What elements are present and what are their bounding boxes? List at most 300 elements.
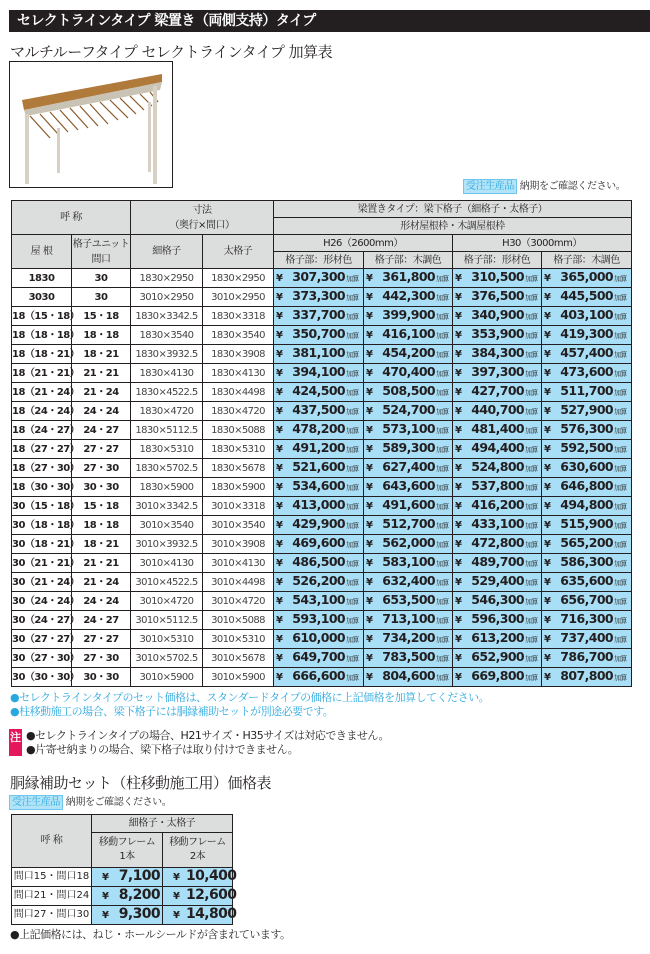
price-cell: [542, 440, 632, 459]
yen-sign: ¥: [276, 634, 283, 645]
price-cell: [453, 573, 542, 592]
roof-size-cell: 18（18・21）: [12, 345, 72, 364]
add-label: 加算: [436, 389, 449, 397]
yen-sign: ¥: [544, 653, 551, 664]
price-cell: [364, 459, 453, 478]
price-cell: [453, 288, 542, 307]
yen-sign: ¥: [544, 634, 551, 645]
thick-dim-cell: 1830×3908: [203, 345, 274, 364]
thick-dim-cell: 1830×3318: [203, 307, 274, 326]
add-label: 加算: [614, 560, 627, 568]
yen-sign: ¥: [366, 387, 373, 398]
roof-size-cell: 18（21・24）: [12, 383, 72, 402]
unit-width-cell: 30: [72, 269, 131, 288]
price-value: 524,800: [471, 459, 525, 474]
thick-dim-cell: 3010×3540: [203, 516, 274, 535]
yen-sign: ¥: [366, 425, 373, 436]
add-label: 加算: [346, 484, 359, 492]
price-cell: [364, 345, 453, 364]
content-flow: [0, 200, 650, 954]
yen-sign: ¥: [366, 615, 373, 626]
add-label: 加算: [525, 484, 538, 492]
yen-sign: ¥: [455, 425, 462, 436]
yen-sign: ¥: [455, 539, 462, 550]
price-value: 593,100: [292, 611, 346, 626]
yen-sign: ¥: [544, 406, 551, 417]
yen-sign: ¥: [544, 615, 551, 626]
yen-sign: ¥: [544, 501, 551, 512]
price-value: 437,500: [292, 402, 346, 417]
price-cell: [453, 459, 542, 478]
price-value: 508,500: [382, 383, 436, 398]
header-dimensions: [131, 201, 274, 235]
price-cell: [274, 383, 364, 402]
price-cell: [453, 535, 542, 554]
add-label: 加算: [525, 313, 538, 321]
price-cell: [274, 269, 364, 288]
price-value: 394,100: [292, 364, 346, 379]
yen-sign: ¥: [544, 330, 551, 341]
thick-dim-cell: 1830×2950: [203, 269, 274, 288]
yen-sign: ¥: [544, 539, 551, 550]
price-value: 515,900: [560, 516, 614, 531]
price-cell: [364, 554, 453, 573]
price-cell: [542, 516, 632, 535]
roof-size-cell: 30（18・18）: [12, 516, 72, 535]
price-cell: [163, 906, 237, 925]
add-label: 加算: [436, 408, 449, 416]
add-label: 加算: [614, 617, 627, 625]
price-value: 373,300: [292, 288, 346, 303]
yen-sign: ¥: [544, 273, 551, 284]
yen-sign: ¥: [366, 292, 373, 303]
yen-sign: ¥: [366, 330, 373, 341]
add-label: 加算: [525, 674, 538, 682]
add-label: 加算: [436, 579, 449, 587]
caution-item-2: ●片寄せ納まりの場合、梁下格子は取り付けできません。: [26, 743, 299, 756]
yen-sign: ¥: [455, 558, 462, 569]
price-cell: [453, 630, 542, 649]
page-subtitle: マルチルーフタイプ セレクトラインタイプ 加算表: [10, 43, 333, 61]
add-label: 加算: [436, 370, 449, 378]
sub-header-frame2-a: 移動フレーム: [169, 837, 226, 848]
price-cell: [274, 516, 364, 535]
add-label: 加算: [436, 560, 449, 568]
price-value: 610,000: [292, 630, 346, 645]
price-cell: [453, 554, 542, 573]
add-label: 加算: [614, 636, 627, 644]
roof-size-cell: 30（27・27）: [12, 630, 72, 649]
yen-sign: ¥: [455, 501, 462, 512]
yen-sign: ¥: [455, 520, 462, 531]
price-cell: [274, 402, 364, 421]
yen-sign: ¥: [366, 672, 373, 683]
yen-sign: ¥: [276, 653, 283, 664]
header-dim-label: 寸法: [192, 204, 212, 216]
table-row: [12, 288, 632, 307]
table-row: [12, 668, 632, 687]
header-unit-label2: 間口: [91, 253, 111, 265]
price-cell: [364, 364, 453, 383]
price-cell: [364, 668, 453, 687]
header-h30: H30（3000mm）: [453, 235, 632, 252]
add-label: 加算: [614, 522, 627, 530]
price-cell: [453, 649, 542, 668]
yen-sign: ¥: [366, 501, 373, 512]
price-value: 807,800: [560, 668, 614, 683]
yen-sign: ¥: [455, 577, 462, 588]
add-label: 加算: [346, 503, 359, 511]
yen-sign: ¥: [544, 311, 551, 322]
price-value: 737,400: [560, 630, 614, 645]
thin-dim-cell: 1830×4130: [131, 364, 203, 383]
sub-header-frame1-b: 1本: [119, 851, 135, 862]
yen-sign: ¥: [455, 615, 462, 626]
thin-dim-cell: 3010×4130: [131, 554, 203, 573]
price-value: 512,700: [382, 516, 436, 531]
add-label: 加算: [436, 484, 449, 492]
made-to-order-badge: 受注生産品: [9, 795, 63, 810]
price-value: 546,300: [471, 592, 525, 607]
price-cell: [453, 478, 542, 497]
price-cell: [274, 345, 364, 364]
price-value: 478,200: [292, 421, 346, 436]
header-col2: 格子部：木調色: [364, 252, 453, 269]
add-label: 加算: [436, 522, 449, 530]
add-label: 加算: [436, 636, 449, 644]
made-to-order-notice: [463, 179, 625, 194]
table-row: [12, 554, 632, 573]
table-row: [12, 478, 632, 497]
table-row: [12, 269, 632, 288]
add-label: 加算: [614, 503, 627, 511]
add-label: 加算: [346, 351, 359, 359]
thick-dim-cell: 1830×5088: [203, 421, 274, 440]
add-label: 加算: [525, 294, 538, 302]
price-value: 454,200: [382, 345, 436, 360]
price-cell: [542, 326, 632, 345]
add-label: 加算: [436, 617, 449, 625]
price-cell: [364, 307, 453, 326]
add-label: 加算: [525, 275, 538, 283]
add-label: 加算: [436, 655, 449, 663]
roof-size-cell: 18（30・30）: [12, 478, 72, 497]
table-row: [12, 402, 632, 421]
price-value: 440,700: [471, 402, 525, 417]
price-value: 632,400: [382, 573, 436, 588]
price-cell: [274, 668, 364, 687]
price-cell: [542, 364, 632, 383]
price-cell: [364, 269, 453, 288]
add-label: 加算: [614, 408, 627, 416]
add-label: 加算: [346, 313, 359, 321]
thick-dim-cell: 3010×4130: [203, 554, 274, 573]
price-cell: [92, 868, 163, 887]
price-value: 481,400: [471, 421, 525, 436]
add-label: 加算: [614, 655, 627, 663]
unit-width-cell: 30: [72, 288, 131, 307]
add-label: 加算: [346, 636, 359, 644]
price-value: 656,700: [560, 592, 614, 607]
unit-width-cell: 18・18: [72, 326, 131, 345]
price-value: 416,200: [471, 497, 525, 512]
yen-sign: ¥: [276, 330, 283, 341]
price-value: 589,300: [382, 440, 436, 455]
header-thin: 細格子: [131, 235, 203, 269]
price-cell: [542, 288, 632, 307]
yen-sign: ¥: [102, 872, 109, 883]
roof-size-cell: 30（30・30）: [12, 668, 72, 687]
yen-sign: ¥: [173, 910, 180, 921]
add-label: 加算: [346, 674, 359, 682]
made-to-order-badge: 受注生産品: [463, 179, 517, 194]
price-value: 397,300: [471, 364, 525, 379]
price-cell: [274, 364, 364, 383]
add-label: 加算: [525, 617, 538, 625]
price-cell: [274, 649, 364, 668]
price-value: 494,800: [560, 497, 614, 512]
price-value: 9,300: [118, 906, 160, 922]
price-cell: [163, 887, 237, 906]
yen-sign: ¥: [366, 368, 373, 379]
roof-size-cell: 18（24・24）: [12, 402, 72, 421]
add-label: 加算: [614, 484, 627, 492]
sub-header-frame2-b: 2本: [189, 851, 206, 862]
price-cell: [364, 402, 453, 421]
unit-width-cell: 27・30: [72, 649, 131, 668]
roof-size-cell: 18（21・21）: [12, 364, 72, 383]
header-col1: 格子部：形材色: [274, 252, 364, 269]
yen-sign: ¥: [276, 558, 283, 569]
section-title-bar: セレクトラインタイプ 梁置き（両側支持）タイプ: [9, 10, 650, 32]
add-label: 加算: [614, 579, 627, 587]
yen-sign: ¥: [173, 891, 180, 902]
thick-dim-cell: 3010×3908: [203, 535, 274, 554]
price-cell: [364, 573, 453, 592]
price-cell: [453, 269, 542, 288]
thin-dim-cell: 1830×5112.5: [131, 421, 203, 440]
yen-sign: ¥: [544, 425, 551, 436]
yen-sign: ¥: [544, 520, 551, 531]
yen-sign: ¥: [276, 425, 283, 436]
add-label: 加算: [436, 674, 449, 682]
price-value: 310,500: [471, 269, 525, 284]
yen-sign: ¥: [276, 501, 283, 512]
price-cell: [92, 906, 163, 925]
add-label: 加算: [346, 446, 359, 454]
unit-width-cell: 24・27: [72, 421, 131, 440]
yen-sign: ¥: [366, 653, 373, 664]
price-value: 403,100: [560, 307, 614, 322]
width-range-cell: 間口21・間口24: [12, 887, 92, 906]
yen-sign: ¥: [455, 463, 462, 474]
price-cell: [453, 611, 542, 630]
price-value: 565,200: [560, 535, 614, 550]
yen-sign: ¥: [276, 539, 283, 550]
add-label: 加算: [436, 598, 449, 606]
roof-size-cell: 1830: [12, 269, 72, 288]
add-label: 加算: [614, 598, 627, 606]
price-value: 457,400: [560, 345, 614, 360]
price-value: 12,600: [186, 887, 237, 903]
price-value: 337,700: [292, 307, 346, 322]
price-value: 424,500: [292, 383, 346, 398]
add-label: 加算: [614, 674, 627, 682]
width-range-cell: 間口15・間口18: [12, 868, 92, 887]
thin-dim-cell: 1830×3342.5: [131, 307, 203, 326]
unit-width-cell: 30・30: [72, 668, 131, 687]
add-label: 加算: [346, 560, 359, 568]
yen-sign: ¥: [102, 910, 109, 921]
price-cell: [453, 440, 542, 459]
price-cell: [92, 887, 163, 906]
price-value: 537,800: [471, 478, 525, 493]
price-value: 804,600: [382, 668, 436, 683]
add-label: 加算: [525, 579, 538, 587]
price-cell: [364, 516, 453, 535]
yen-sign: ¥: [544, 292, 551, 303]
yen-sign: ¥: [455, 634, 462, 645]
sub-header-group: 細格子・太格子: [92, 815, 233, 833]
table-row: [12, 630, 632, 649]
yen-sign: ¥: [544, 596, 551, 607]
price-cell: [274, 288, 364, 307]
width-range-cell: 間口27・間口30: [12, 906, 92, 925]
yen-sign: ¥: [276, 349, 283, 360]
price-value: 529,400: [471, 573, 525, 588]
table-row: [12, 326, 632, 345]
footnote: ●上記価格には、ねじ・ホールシールドが含まれています。: [10, 928, 291, 941]
unit-width-cell: 24・24: [72, 402, 131, 421]
yen-sign: ¥: [276, 387, 283, 398]
unit-width-cell: 21・21: [72, 554, 131, 573]
yen-sign: ¥: [455, 292, 462, 303]
add-label: 加算: [525, 465, 538, 473]
yen-sign: ¥: [544, 672, 551, 683]
price-table: [11, 200, 632, 687]
add-label: 加算: [346, 275, 359, 283]
thick-dim-cell: 3010×5900: [203, 668, 274, 687]
price-cell: [542, 307, 632, 326]
add-label: 加算: [436, 294, 449, 302]
yen-sign: ¥: [366, 273, 373, 284]
yen-sign: ¥: [544, 558, 551, 569]
yen-sign: ¥: [544, 387, 551, 398]
add-label: 加算: [614, 370, 627, 378]
thick-dim-cell: 3010×5088: [203, 611, 274, 630]
yen-sign: ¥: [276, 596, 283, 607]
thick-dim-cell: 3010×4720: [203, 592, 274, 611]
price-cell: [364, 592, 453, 611]
made-to-order-notice-2: [9, 795, 650, 810]
price-value: 433,100: [471, 516, 525, 531]
add-label: 加算: [614, 332, 627, 340]
yen-sign: ¥: [455, 368, 462, 379]
add-label: 加算: [346, 655, 359, 663]
yen-sign: ¥: [276, 615, 283, 626]
price-cell: [542, 269, 632, 288]
roof-size-cell: 30（18・21）: [12, 535, 72, 554]
price-value: 486,500: [292, 554, 346, 569]
price-cell: [364, 478, 453, 497]
yen-sign: ¥: [366, 349, 373, 360]
price-value: 361,800: [382, 269, 436, 284]
yen-sign: ¥: [366, 444, 373, 455]
add-label: 加算: [525, 541, 538, 549]
add-label: 加算: [436, 351, 449, 359]
header-thick: 太格子: [203, 235, 274, 269]
price-cell: [274, 592, 364, 611]
unit-width-cell: 30・30: [72, 478, 131, 497]
price-value: 470,400: [382, 364, 436, 379]
price-value: 384,300: [471, 345, 525, 360]
price-cell: [542, 649, 632, 668]
sub-header-frame1-a: 移動フレーム: [98, 837, 156, 848]
thin-dim-cell: 3010×5702.5: [131, 649, 203, 668]
price-value: 562,000: [382, 535, 436, 550]
sub-header-frame2: [163, 833, 233, 868]
unit-width-cell: 24・24: [72, 592, 131, 611]
thin-dim-cell: 3010×2950: [131, 288, 203, 307]
thin-dim-cell: 1830×3932.5: [131, 345, 203, 364]
add-label: 加算: [346, 541, 359, 549]
price-value: 416,100: [382, 326, 436, 341]
roof-size-cell: 30（24・24）: [12, 592, 72, 611]
add-label: 加算: [525, 598, 538, 606]
table-row: [12, 516, 632, 535]
unit-width-cell: 21・24: [72, 573, 131, 592]
caution-item-1: ●セレクトラインタイプの場合、H21サイズ・H35サイズは対応できません。: [26, 729, 389, 742]
header-frame: 形材屋根枠・木調屋根枠: [274, 218, 632, 235]
price-cell: [453, 345, 542, 364]
price-value: 489,700: [471, 554, 525, 569]
add-label: 加算: [346, 427, 359, 435]
header-dim-sub: （奥行×間口）: [169, 219, 235, 231]
thick-dim-cell: 3010×5310: [203, 630, 274, 649]
price-value: 413,000: [292, 497, 346, 512]
price-value: 543,100: [292, 592, 346, 607]
lead-time-text: 納期をご確認ください。: [519, 181, 626, 192]
header-unit-label: 格子ユニット: [72, 238, 130, 250]
add-label: 加算: [525, 408, 538, 416]
table-row: [12, 868, 233, 887]
price-value: 716,300: [560, 611, 614, 626]
reinforcement-price-table: [11, 814, 237, 925]
unit-width-cell: 18・21: [72, 345, 131, 364]
add-label: 加算: [614, 427, 627, 435]
price-cell: [274, 535, 364, 554]
price-cell: [453, 516, 542, 535]
price-value: 350,700: [292, 326, 346, 341]
add-label: 加算: [436, 313, 449, 321]
yen-sign: ¥: [102, 891, 109, 902]
price-cell: [453, 421, 542, 440]
header-roof: 屋 根: [12, 235, 72, 269]
yen-sign: ¥: [455, 273, 462, 284]
caution-block: [9, 729, 650, 757]
price-value: 613,200: [471, 630, 525, 645]
roof-size-cell: 30（21・21）: [12, 554, 72, 573]
unit-width-cell: 27・27: [72, 630, 131, 649]
table-row: [12, 421, 632, 440]
yen-sign: ¥: [276, 444, 283, 455]
thick-dim-cell: 3010×2950: [203, 288, 274, 307]
thin-dim-cell: 1830×4720: [131, 402, 203, 421]
price-cell: [542, 592, 632, 611]
yen-sign: ¥: [544, 444, 551, 455]
price-value: 511,700: [560, 383, 614, 398]
add-label: 加算: [346, 408, 359, 416]
